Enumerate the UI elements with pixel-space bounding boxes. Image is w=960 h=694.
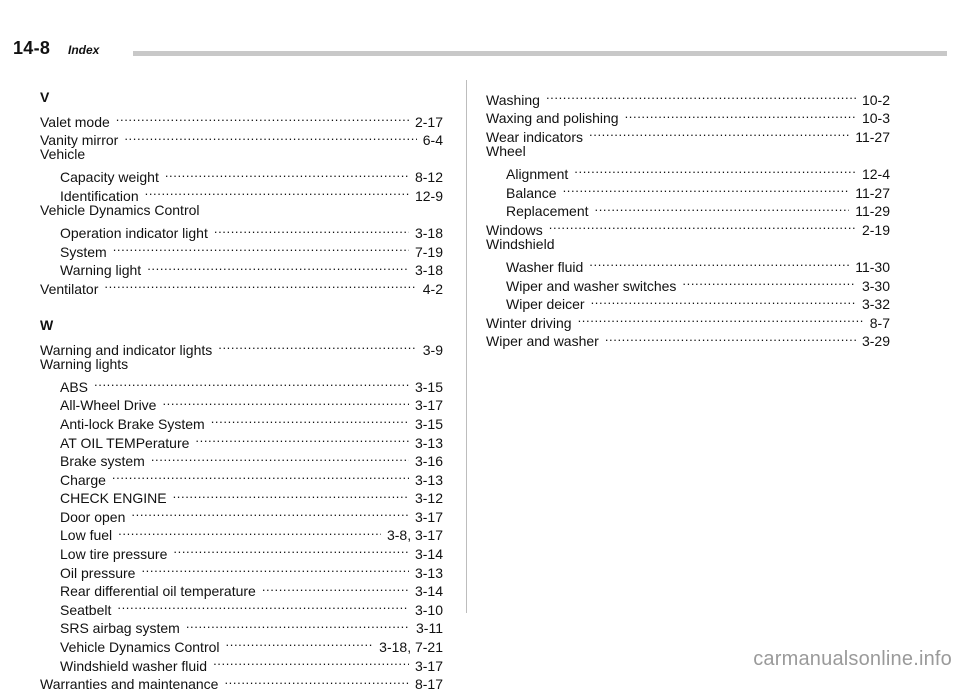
index-entry-text: Warranties and maintenance bbox=[40, 676, 219, 693]
dot-leader bbox=[574, 160, 856, 179]
index-entry-text: AT OIL TEMPerature bbox=[60, 434, 190, 451]
index-entry-text: Door open bbox=[60, 508, 126, 525]
dot-leader bbox=[162, 392, 409, 411]
index-entry-text: Operation indicator light bbox=[60, 225, 208, 242]
dot-leader bbox=[113, 238, 409, 257]
dot-leader bbox=[589, 253, 849, 272]
index-entry-text: Warning lights bbox=[40, 355, 129, 372]
page-reference: 3-14 bbox=[414, 546, 443, 563]
page-reference: 3-15 bbox=[414, 378, 443, 395]
page-reference: 3-18, 7-21 bbox=[379, 639, 443, 656]
page-reference: 3-18 bbox=[414, 225, 443, 242]
index-entry-text: ABS bbox=[60, 378, 89, 395]
dot-leader bbox=[118, 522, 381, 541]
dot-leader bbox=[682, 272, 856, 291]
dot-leader bbox=[563, 179, 850, 198]
dot-leader bbox=[94, 373, 409, 392]
dot-leader bbox=[186, 615, 410, 634]
index-entry-text: Balance bbox=[506, 184, 557, 201]
page-reference: 11-27 bbox=[855, 184, 890, 201]
page-reference: 11-30 bbox=[855, 258, 890, 275]
index-subentry bbox=[486, 253, 890, 275]
dot-leader bbox=[141, 559, 409, 578]
index-entry-text: Warning light bbox=[60, 262, 142, 279]
page-reference: 11-27 bbox=[855, 128, 890, 145]
dot-leader bbox=[549, 216, 856, 235]
dot-leader bbox=[124, 127, 416, 146]
header-rule bbox=[133, 51, 947, 56]
index-entry bbox=[486, 105, 890, 127]
dot-leader bbox=[173, 485, 409, 504]
index-entry-text: Identification bbox=[60, 187, 139, 204]
index-entry-text: Rear differential oil temperature bbox=[60, 583, 256, 600]
index-entry-text: Winter driving bbox=[486, 314, 572, 331]
index-entry-text: Charge bbox=[60, 471, 106, 488]
index-entry bbox=[40, 108, 443, 130]
column-divider bbox=[466, 80, 467, 613]
index-entry-text: Low tire pressure bbox=[60, 546, 168, 563]
dot-leader bbox=[213, 652, 409, 671]
index-column-left bbox=[40, 86, 443, 693]
dot-leader bbox=[595, 198, 850, 217]
index-entry bbox=[486, 86, 890, 108]
index-entry-text: Capacity weight bbox=[60, 169, 159, 186]
index-entry-text: Vehicle bbox=[40, 146, 86, 163]
index-subentry bbox=[40, 220, 443, 242]
page-reference: 3-10 bbox=[414, 601, 443, 618]
page-reference: 3-16 bbox=[414, 453, 443, 470]
dot-leader bbox=[625, 105, 856, 124]
page-reference: 3-14 bbox=[414, 583, 443, 600]
index-entry-text: CHECK ENGINE bbox=[60, 490, 167, 507]
dot-leader bbox=[117, 596, 409, 615]
page-reference: 3-18 bbox=[414, 262, 443, 279]
page-reference: 10-3 bbox=[861, 110, 890, 127]
index-subentry bbox=[40, 373, 443, 395]
index-entry-text: Vanity mirror bbox=[40, 132, 119, 149]
index-entry-text: Seatbelt bbox=[60, 601, 112, 618]
page-reference: 3-11 bbox=[416, 620, 443, 637]
page-reference: 3-12 bbox=[414, 490, 443, 507]
dot-leader bbox=[546, 86, 856, 105]
page-reference: 3-9 bbox=[422, 341, 443, 358]
section-gap bbox=[40, 294, 443, 314]
dot-leader bbox=[214, 220, 409, 239]
page-reference: 8-12 bbox=[414, 169, 443, 186]
index-entry-text: Oil pressure bbox=[60, 564, 136, 581]
index-column-right bbox=[486, 86, 890, 350]
index-entry-text: Ventilator bbox=[40, 280, 99, 297]
dot-leader bbox=[226, 633, 374, 652]
dot-leader bbox=[131, 503, 409, 522]
index-letter-heading: W bbox=[40, 316, 54, 333]
index-entry-text: Waxing and polishing bbox=[486, 110, 619, 127]
index-entry-text: Replacement bbox=[506, 203, 589, 220]
dot-leader bbox=[116, 108, 409, 127]
index-group-label bbox=[40, 201, 443, 220]
index-entry-text: Wear indicators bbox=[486, 128, 584, 145]
index-entry-text: Warning and indicator lights bbox=[40, 341, 213, 358]
index-entry-text: Valet mode bbox=[40, 113, 110, 130]
index-entry-text: Vehicle Dynamics Control bbox=[60, 639, 220, 656]
page-reference: 3-13 bbox=[414, 471, 443, 488]
page-reference: 3-8, 3-17 bbox=[386, 527, 443, 544]
page-reference: 2-19 bbox=[861, 221, 890, 238]
page-number: 14-8 bbox=[13, 38, 51, 58]
page-reference: 3-29 bbox=[861, 333, 890, 350]
index-entry-text: Wiper and washer bbox=[486, 333, 599, 350]
watermark: carmanualsonline.info bbox=[753, 648, 952, 670]
index-entry-text: Wheel bbox=[486, 142, 526, 159]
index-group-label bbox=[486, 235, 890, 254]
page-reference: 3-13 bbox=[414, 434, 443, 451]
page-reference: 12-9 bbox=[414, 187, 443, 204]
page-reference: 7-19 bbox=[414, 243, 443, 260]
dot-leader bbox=[591, 291, 856, 310]
index-entry-text: Windshield bbox=[486, 235, 555, 252]
index-entry-text: Windshield washer fluid bbox=[60, 657, 208, 674]
index-entry-text: SRS airbag system bbox=[60, 620, 180, 637]
index-entry-text: All-Wheel Drive bbox=[60, 397, 157, 414]
index-entry-text: Wiper and washer switches bbox=[506, 277, 677, 294]
page-header bbox=[13, 38, 947, 62]
index-subentry bbox=[40, 392, 443, 414]
dot-leader bbox=[151, 448, 409, 467]
index-entry-text: Wiper deicer bbox=[506, 296, 585, 313]
index-subentry bbox=[40, 164, 443, 186]
page-reference: 2-17 bbox=[414, 113, 443, 130]
index-entry-text: Anti-lock Brake System bbox=[60, 415, 205, 432]
index-entry-text: Low fuel bbox=[60, 527, 113, 544]
dot-leader bbox=[211, 410, 409, 429]
dot-leader bbox=[145, 182, 409, 201]
page-reference: 3-15 bbox=[414, 415, 443, 432]
page-reference: 3-17 bbox=[414, 397, 443, 414]
index-entry-text: System bbox=[60, 243, 107, 260]
index-entry-text: Brake system bbox=[60, 453, 145, 470]
page-reference: 11-29 bbox=[855, 203, 890, 220]
dot-leader bbox=[578, 309, 864, 328]
index-entry-text: Washer fluid bbox=[506, 258, 584, 275]
index-entry-text: Vehicle Dynamics Control bbox=[40, 201, 200, 218]
page-reference: 3-17 bbox=[414, 508, 443, 525]
page-reference: 3-30 bbox=[861, 277, 890, 294]
page-reference: 6-4 bbox=[422, 132, 443, 149]
index-entry bbox=[40, 336, 443, 358]
page-reference: 8-7 bbox=[869, 314, 890, 331]
page-reference: 12-4 bbox=[861, 165, 890, 182]
section-title: Index bbox=[68, 43, 100, 57]
page-reference: 4-2 bbox=[422, 280, 443, 297]
dot-leader bbox=[147, 257, 409, 276]
page-reference: 10-2 bbox=[861, 91, 890, 108]
index-entry-text: Washing bbox=[486, 91, 540, 108]
index-subentry bbox=[486, 160, 890, 182]
dot-leader bbox=[165, 164, 409, 183]
dot-leader bbox=[112, 466, 409, 485]
index-letter-heading: V bbox=[40, 89, 50, 105]
dot-leader bbox=[589, 123, 849, 142]
page-reference: 8-17 bbox=[414, 676, 443, 693]
page-reference: 3-13 bbox=[414, 564, 443, 581]
dot-leader bbox=[104, 275, 416, 294]
dot-leader bbox=[224, 671, 409, 690]
dot-leader bbox=[262, 578, 409, 597]
index-entry-text: Windows bbox=[486, 221, 543, 238]
index-entry-text: Alignment bbox=[506, 165, 569, 182]
dot-leader bbox=[195, 429, 409, 448]
dot-leader bbox=[218, 336, 417, 355]
dot-leader bbox=[605, 328, 856, 347]
index-group-label bbox=[40, 355, 443, 374]
page-reference: 3-17 bbox=[414, 657, 443, 674]
page-reference: 3-32 bbox=[861, 296, 890, 313]
dot-leader bbox=[173, 540, 409, 559]
